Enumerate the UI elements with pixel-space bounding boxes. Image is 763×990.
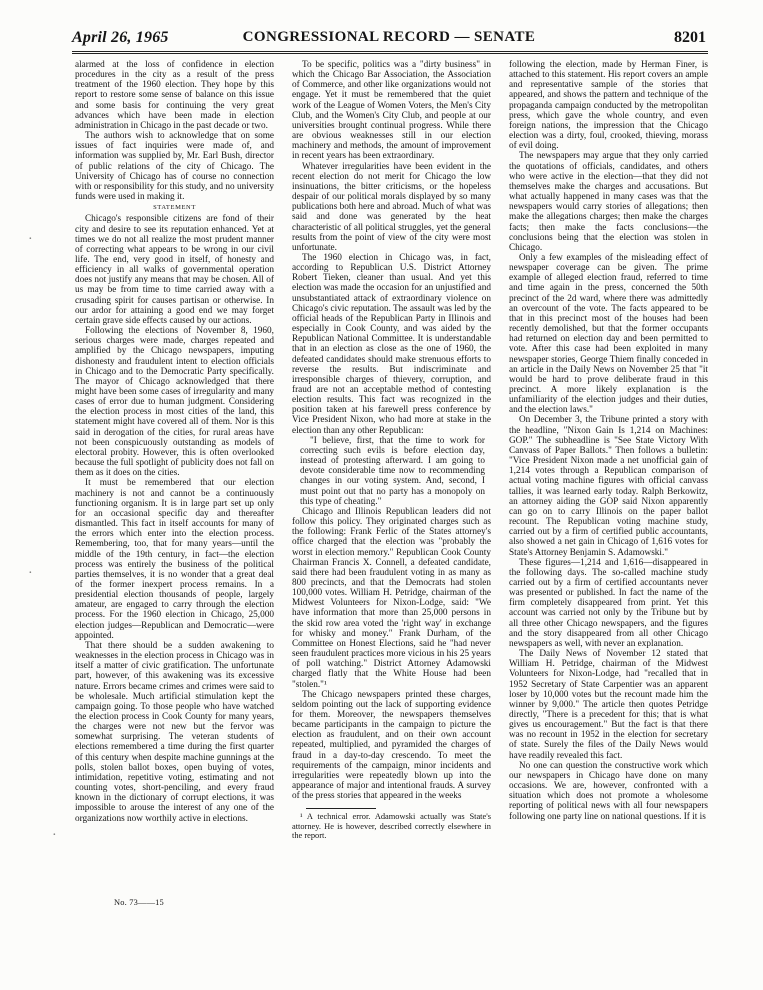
paragraph: The Daily News of November 12 stated that William H. Petridge, chairman of the Midwest Volunteers for Nixon-Lodge, had "recalled that in 1952 Secretary of State Carpentier was an apparent loser by 10,000 votes but the recount made him the winner by 9,000." The article then quotes Petridge directly, "There is a precedent for this; that is what gives us encouragement." But the fact is that there was no recount in 1952 in the election for secretary of state. Surely the files of the Daily News would have readily revealed this fact. [509,649,708,761]
footnote-text: ¹ A technical error. Adamowski actually was State's attorney. He is however, described correctly elsewhere in the report. [292,812,491,841]
footnote [292,812,491,840]
page-reference-number: No. 73——15 [114,898,164,907]
paragraph: The 1960 election in Chicago was, in fact, according to Republican U.S. District Attorney Robert Tieken, cleaner than usual. And yet this election was made the occasion for an unjustified and unsubstantiated attack of extraordinary violence on Chicago's civic reputation. The assault was led by the official heads of the Republican Party in Illinois and especially in Cook County, and was aided by the Republican National Committee. It is understandable that in an election as close as the one of 1960, the defeated candidates should make strenuous efforts to reverse the results. But indiscriminate and irresponsible charges of thievery, corruption, and fraud are not an acceptable method of contesting election results. This fact was recognized in the position taken at his farewell press conference by Vice President Nixon, who had more at stake in the election than any other Republican: [292,252,491,436]
paragraph: following the election, made by Herman Finer, is attached to this statement. His report covers an ample and representative sample of the stories that appeared, and shows the pattern and technique of the propaganda campaign conducted by the metropolitan press, which gave the whole country, and even foreign nations, the impression that the Chicago election was a dirty, foul, crooked, thieving, morass of evil doing. [509,60,708,152]
paragraph: It must be remembered that our election machinery is not and cannot be a continuously functioning organism. It is in large part set up only for an occasional specific day and thereafter dismantled. This fact in itself accounts for many of the errors which enter into the election process. Remembering, too, that for many years—until the middle of the 19th century, in fact—the election process was entirely the business of the political parties themselves, it is no wonder that a great deal of the former inexpert process remains. In a presidential election thousands of people, largely amateur, are engaged to carry through the election process. For the 1960 election in Chicago, 25,000 election judges—Republican and Democratic—were appointed. [75,478,274,641]
paragraph: The authors wish to acknowledge that on some issues of fact inquiries were made of, and information was supplied by, Mr. Earl Bush, director of public relations of the city of Chicago. The University of Chicago has of course no connection with or responsibility for this study, and no university funds were used in making it. [75,131,274,203]
paragraph: Whatever irregularities have been evident in the recent election do not merit for Chicago the low insinuations, the bitter criticisms, or the hopeless despair of our political morals displayed by so many publications both here and abroad. Much of what was said and done was generated by the heat characteristic of all political struggles, yet the general results from the point of view of the city were most unfortunate. [292,161,491,253]
page-header [72,29,706,47]
header-date: April 26, 1965 [72,29,169,46]
margin-tick-mark: · [28,566,33,581]
column-1 [75,60,274,824]
header-rule [72,51,708,52]
paragraph: No one can question the constructive work which our newspapers in Chicago have done on many occasions. We are, however, confronted with a situation which does not promote a wholesome reporting of political news with all four newspapers following one party line on national questions. If it is [509,760,708,822]
paragraph: Following the elections of November 8, 1960, serious charges were made, charges repeated and amplified by the Chicago newspapers, imputing dishonesty and fraudulent intent to election officials in Chicago and to the Democratic Party specifically. The mayor of Chicago acknowledged that there might have been some cases of irregularity and many cases of error due to human judgment. Considering the election process in most cities of the land, this statement might have covered all of them. Nor is this said in derogation of the cities, for rural areas have not been conspicuously outstanding as models of electoral probity. However, this is often overlooked because the full spotlight of publicity does not fall on them as it does on the cities. [75,326,274,479]
paragraph: Chicago's responsible citizens are fond of their city and desire to see its reputation enhanced. Yet at times we do not all realize the most prudent manner of correcting what appears to be wrong in our civil life. The end, very good in itself, of honesty and efficiency in all walks of governmental operation does not justify any means that may be chosen. All of us may be from time to time carried away with a crusading spirit for causes partisan or otherwise. In our ardor for attaining a good end we may forget certain grave side effects caused by our actions. [75,214,274,326]
column-2 [292,60,491,841]
header-publication-title: CONGRESSIONAL RECORD — SENATE [242,29,536,45]
block-quote: "I believe, first, that the time to work for correcting such evils is before election day, instead of protesting afterward. I am going to devote considerable time now to recommending changes in our voting system. And, second, I must point out that no party has a monopoly on this type of cheating." [300,435,485,507]
paragraph: alarmed at the loss of confidence in election procedures in the city as a result of the press treatment of the 1960 election. They hope by this report to restore some sense of balance on this issue and some basis for continuing the very great advances which have been made in election administration in Chicago in the past decade or two. [75,60,274,131]
paragraph: Chicago and Illinois Republican leaders did not follow this policy. They originated charges such as the following: Frank Ferlic of the States attorney's office charged that the election was "probably the worst in election memory." Republican Cook County Chairman Francis X. Connell, a defeated candidate, said there had been fraudulent voting in as many as 800 precincts, and that the Democrats had stolen 100,000 votes. William H. Petridge, chairman of the Midwest Volunteers for Nixon-Lodge, said: "We have information that more than 25,000 persons in the skid row area voted the 'right way' in exchange for whisky and money." Frank Durham, of the Committee on Honest Elections, said he "had never seen fraudulent practices more vicious in his 25 years of poll watching." District Attorney Adamowski charged flatly that the White House had been "stolen."¹ [292,506,491,690]
paragraph: That there should be a sudden awakening to weaknesses in the election process in Chicago was in itself a matter of civic gratification. The unfortunate part, however, of this awakening was its excessive nature. Errors became crimes and crimes were said to be wholesale. Much artificial stimulation kept the campaign going. To those people who have watched the election process in Cook County for many years, the charges were not new but the fervor was somewhat surprising. The veteran students of elections remembered a time during the first quarter of this century when despite machine gunnings at the polls, stolen ballot boxes, open buying of votes, intimidation, repetitive voting, estimating and not counting votes, short-penciling, and every fraud known in the dictionary of corrupt elections, it was impossible to arouse the interest of any one of the organizations now worthily active in elections. [75,640,274,824]
paragraph: To be specific, politics was a "dirty business" in which the Chicago Bar Association, the Association of Commerce, and other like organizations would not engage. Yet it must be remembered that the quiet work of the League of Women Voters, the Men's City Club, and the Women's City Club, and people at our universities brought continual progress. While there are obvious weaknesses still in our election machinery and methods, the amount of improvement in recent years has been extraordinary. [292,60,491,162]
paragraph: The newspapers may argue that they only carried the quotations of officials, candidates, and others who were active in the election—that they did not themselves make the charges and accusations. But what actually happened in many cases was that the newspapers would carry stories of allegations; then make the allegations charges; then make the charges facts; then make the facts conclusions—the conclusions being that the election was stolen in Chicago. [509,151,708,253]
paragraph: The Chicago newspapers printed these charges, seldom pointing out the lack of supporting evidence for them. Moreover, the newspapers themselves became participants in the campaign to picture the election as fraudulent, and on their own account repeated, multiplied, and pyramided the charges of fraud in a day-to-day crescendo. To meet the requirements of the campaign, minor incidents and irregularities were repeatedly blown up into the appearance of major and intentional frauds. A survey of the press stories that appeared in the weeks [292,689,491,802]
margin-tick-mark: · [52,828,57,843]
margin-tick-mark: · [28,232,33,247]
section-heading: STATEMENT [153,204,196,212]
column-3 [509,60,708,822]
paragraph: These figures—1,214 and 1,616—disappeared in the following days. The so-called machine study carried out by a firm of certified accountants never was presented or published. In fact the name of the firm completely disappeared from print. Yet this account was carried not only by the Tribune but by all three other Chicago newspapers, and the figures and the story disappeared from all other Chicago newspapers as well, with never an explanation. [509,557,708,649]
footnote-rule [306,808,376,809]
header-page-number: 8201 [674,29,706,46]
paragraph: On December 3, the Tribune printed a story with the headline, "Nixon Gain Is 1,214 on Machines: GOP." The subheadline is "See State Victory With Canvass of Paper Ballots." Then follows a bulletin: "Vice President Nixon made a net unofficial gain of 1,214 votes through a Republican comparison of actual voting machine figures with official canvass tallies, it was learned early today. Ralph Berkowitz, an attorney aiding the GOP said Nixon apparently can go on to carry Illinois on the paper ballot recount. The Republican voting machine study, carried out by a firm of certified public accountants, also showed a net gain in Chicago of 1,616 votes for State's Attorney Benjamin S. Adamowski." [509,415,708,558]
paragraph: Only a few examples of the misleading effect of newspaper coverage can be given. The prime example of alleged election fraud, referred to time and time again in the press, concerned the 50th precinct of the 2d ward, where there was admittedly an overcount of the vote. The facts appeared to be that in this precinct most of the houses had been recently demolished, but that the former occupants had returned on election day and been permitted to vote. After this case had been exploited in many newspaper stories, George Thiem finally conceded in an article in the Daily News on November 25 that "it would be hard to prove deliberate fraud in this precinct. A more likely explanation is the unfamiliarity of the election judges and their duties, and the election laws." [509,252,708,416]
header-rule-second [72,53,708,54]
